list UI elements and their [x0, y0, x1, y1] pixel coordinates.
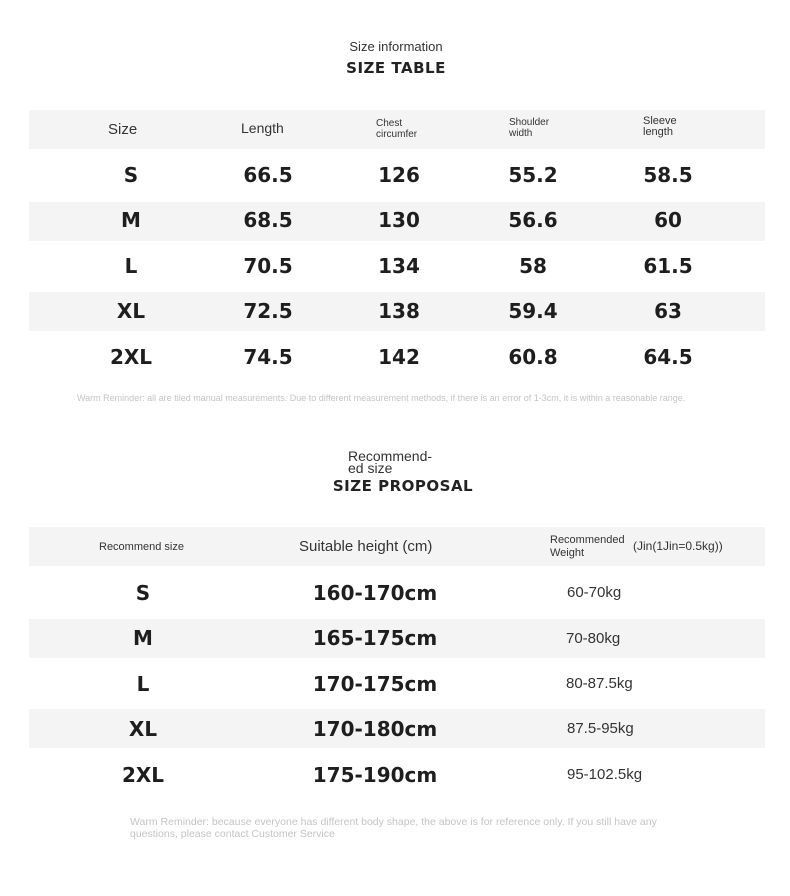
proposal-size-cell: 2XL: [121, 763, 165, 787]
size-cell: XL: [116, 299, 146, 323]
height-cell: 160-170cm: [312, 581, 438, 605]
size-cell: S: [123, 163, 139, 187]
sleeve-cell: 60: [654, 208, 682, 232]
chest-cell: 126: [378, 163, 420, 187]
length-cell: 70.5: [243, 254, 293, 278]
header-recommend-size: Recommend size: [99, 541, 184, 553]
sleeve-cell: 64.5: [643, 345, 693, 369]
height-cell: 175-190cm: [312, 763, 438, 787]
header-shoulder: Shoulder width: [509, 117, 550, 139]
size-proposal-title: SIZE PROPOSAL: [332, 477, 474, 495]
proposal-size-cell: XL: [128, 717, 158, 741]
proposal-size-cell: M: [133, 626, 153, 650]
size-cell: L: [124, 254, 138, 278]
shoulder-cell: 60.8: [508, 345, 558, 369]
weight-cell: 80-87.5kg: [566, 675, 633, 692]
shoulder-cell: 59.4: [508, 299, 558, 323]
size-table-title: SIZE TABLE: [346, 59, 446, 77]
height-cell: 170-180cm: [312, 717, 438, 741]
weight-cell: 70-80kg: [566, 630, 621, 647]
size-table-subtitle: Size information: [349, 39, 443, 54]
weight-cell: 95-102.5kg: [567, 766, 643, 783]
chest-cell: 138: [378, 299, 420, 323]
shoulder-cell: 58: [519, 254, 547, 278]
height-cell: 170-175cm: [312, 672, 438, 696]
height-cell: 165-175cm: [312, 626, 438, 650]
header-recommended-weight: Recommended Weight: [550, 534, 625, 559]
chest-cell: 130: [378, 208, 420, 232]
sleeve-cell: 63: [654, 299, 682, 323]
header-weight-unit: (Jin(1Jin=0.5kg)): [633, 539, 723, 553]
header-sleeve: Sleeve length: [643, 115, 677, 138]
proposal-size-cell: L: [136, 672, 150, 696]
proposal-size-cell: S: [135, 581, 151, 605]
size-cell: 2XL: [109, 345, 153, 369]
shoulder-cell: 56.6: [508, 208, 558, 232]
header-size: Size: [108, 121, 138, 138]
shoulder-cell: 55.2: [508, 163, 558, 187]
weight-cell: 60-70kg: [567, 584, 622, 601]
size-proposal-reminder: Warm Reminder: because everyone has different body shape, the above is for reference only. If you still have any questions, please contact Customer Service: [130, 816, 657, 841]
weight-cell: 87.5-95kg: [567, 720, 634, 737]
length-cell: 66.5: [243, 163, 293, 187]
sleeve-cell: 58.5: [643, 163, 693, 187]
length-cell: 68.5: [243, 208, 293, 232]
header-chest: Chest circumfer: [376, 118, 418, 140]
chest-cell: 134: [378, 254, 420, 278]
size-cell: M: [121, 208, 141, 232]
length-cell: 72.5: [243, 299, 293, 323]
size-table-reminder: Warm Reminder: all are tiled manual measurements. Due to different measurement methods, if there is an error of 1-3cm, it is within a reasonable range.: [77, 393, 686, 403]
size-proposal-subtitle: Recommend- ed size: [348, 448, 433, 476]
chest-cell: 142: [378, 345, 420, 369]
header-length: Length: [241, 120, 284, 136]
sleeve-cell: 61.5: [643, 254, 693, 278]
header-suitable-height: Suitable height (cm): [299, 538, 433, 555]
length-cell: 74.5: [243, 345, 293, 369]
